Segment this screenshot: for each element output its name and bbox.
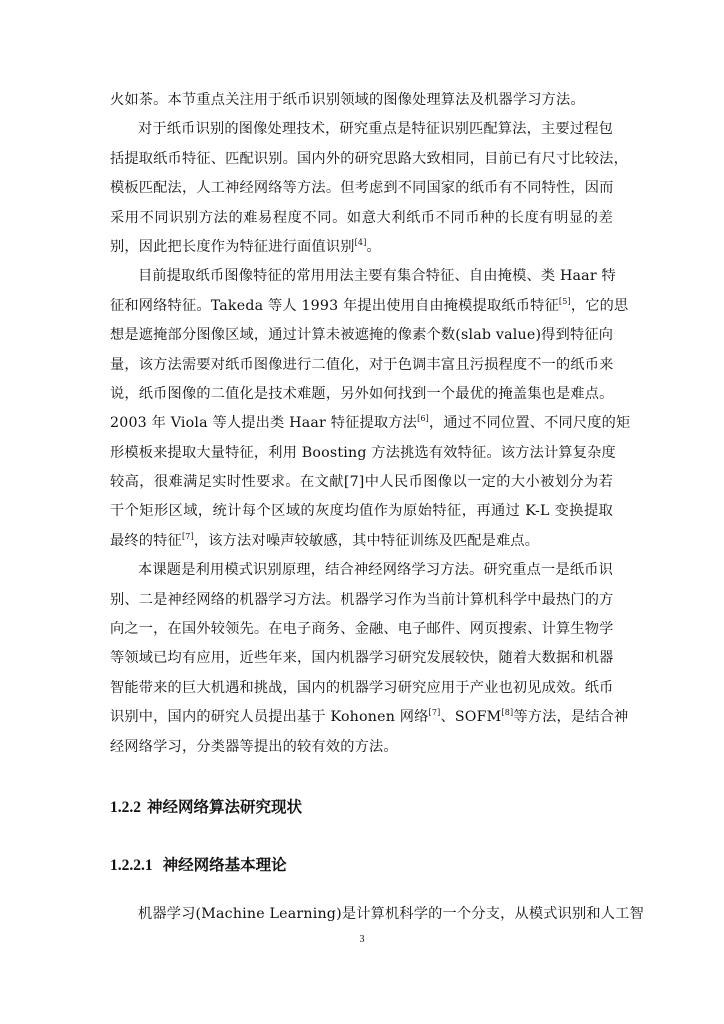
citation[interactable]: [8] — [501, 708, 514, 718]
citation[interactable]: [7] — [181, 531, 194, 541]
text-line: 火如茶。本节重点关注用于纸币识别领域的图像处理算法及机器学习方法。 — [110, 92, 585, 108]
text-line: 最终的特征[7]，该方法对噪声较敏感，其中特征训练及匹配是难点。 — [110, 531, 540, 549]
text-line: 目前提取纸币图像特征的常用用法主要有集合特征、自由掩模、类 Haar 特 — [138, 268, 616, 285]
text-line: 识别中，国内的研究人员提出基于 Kohonen 网络[7]、SOFM[8]等方法，是结合神 — [110, 708, 629, 726]
citation[interactable]: [7] — [428, 708, 441, 718]
text-line: 对于纸币识别的图像处理技术，研究重点是特征识别匹配算法，主要过程包 — [138, 121, 613, 138]
text-line: 括提取纸币特征、匹配识别。国内外的研究思路大致相同，目前已有尺寸比较法， — [110, 150, 628, 167]
text-line: 等领域已均有应用，近些年来，国内机器学习研究发展较快，随着大数据和机器 — [110, 650, 614, 667]
citation[interactable]: [4] — [354, 237, 367, 247]
text-line: 智能带来的巨大机遇和挑战，国内的机器学习研究应用于产业也初见成效。纸币 — [110, 679, 614, 696]
text-line: 别，因此把长度作为特征进行面值识别[4]。 — [110, 237, 381, 255]
final-paragraph — [110, 900, 644, 929]
subsection-heading — [110, 853, 287, 875]
text-line: 量，该方法需要对纸币图像进行二值化，对于色调丰富且污损程度不一的纸币来 — [110, 356, 614, 373]
subsection-title: 神经网络基本理论 — [162, 856, 287, 874]
text-line: 别、二是神经网络的机器学习方法。机器学习作为当前计算机科学中最热门的方 — [110, 591, 614, 608]
text-line: 干个矩形区域，统计每个区域的灰度均值作为原始特征，再通过 K-L 变换提取 — [110, 503, 613, 520]
section-title: 神经网络算法研究现状 — [147, 798, 303, 816]
text-line: 征和网络特征。Takeda 等人 1993 年提出使用自由掩模提取纸币特征[5]，它的思 — [110, 296, 629, 314]
text-line: 本课题是利用模式识别原理，结合神经网络学习方法。研究重点一是纸币识 — [138, 562, 613, 579]
text-line: 经网络学习，分类器等提出的较有效的方法。 — [110, 738, 398, 755]
section-heading — [110, 795, 302, 817]
subsection-number: 1.2.2.1 — [110, 857, 153, 874]
section-number: 1.2.2 — [110, 799, 141, 816]
text-line: 较高，很难满足实时性要求。在文献[7]中人民币图像以一定的大小被划分为若 — [110, 474, 613, 491]
text-line: 2003 年 Viola 等人提出类 Haar 特征提取方法[6]，通过不同位置、不同尺度的矩 — [110, 414, 631, 432]
text-line: 模板匹配法，人工神经网络等方法。但考虑到不同国家的纸币有不同特性，因而 — [110, 180, 614, 197]
text-line: 说，纸币图像的二值化是技术难题，另外如何找到一个最优的掩盖集也是难点。 — [110, 385, 614, 402]
text-line: 向之一，在国外较领先。在电子商务、金融、电子邮件、网页搜索、计算生物学 — [110, 621, 614, 638]
text-line: 采用不同识别方法的难易程度不同。如意大利纸币不同币种的长度有明显的差 — [110, 209, 613, 226]
citation[interactable]: [5] — [558, 296, 571, 306]
page-number: 3 — [359, 934, 365, 945]
text-line: 想是遮掩部分图像区域，通过计算未被遮掩的像素个数(slab value)得到特征向 — [110, 327, 614, 344]
citation[interactable]: [6] — [417, 414, 429, 424]
text-line: 形模板来提取大量特征，利用 Boosting 方法挑选有效特征。该方法计算复杂度 — [110, 444, 616, 461]
document-body — [110, 86, 631, 762]
text-line: 机器学习(Machine Learning)是计算机科学的一个分支，从模式识别和人工智 — [138, 906, 644, 922]
